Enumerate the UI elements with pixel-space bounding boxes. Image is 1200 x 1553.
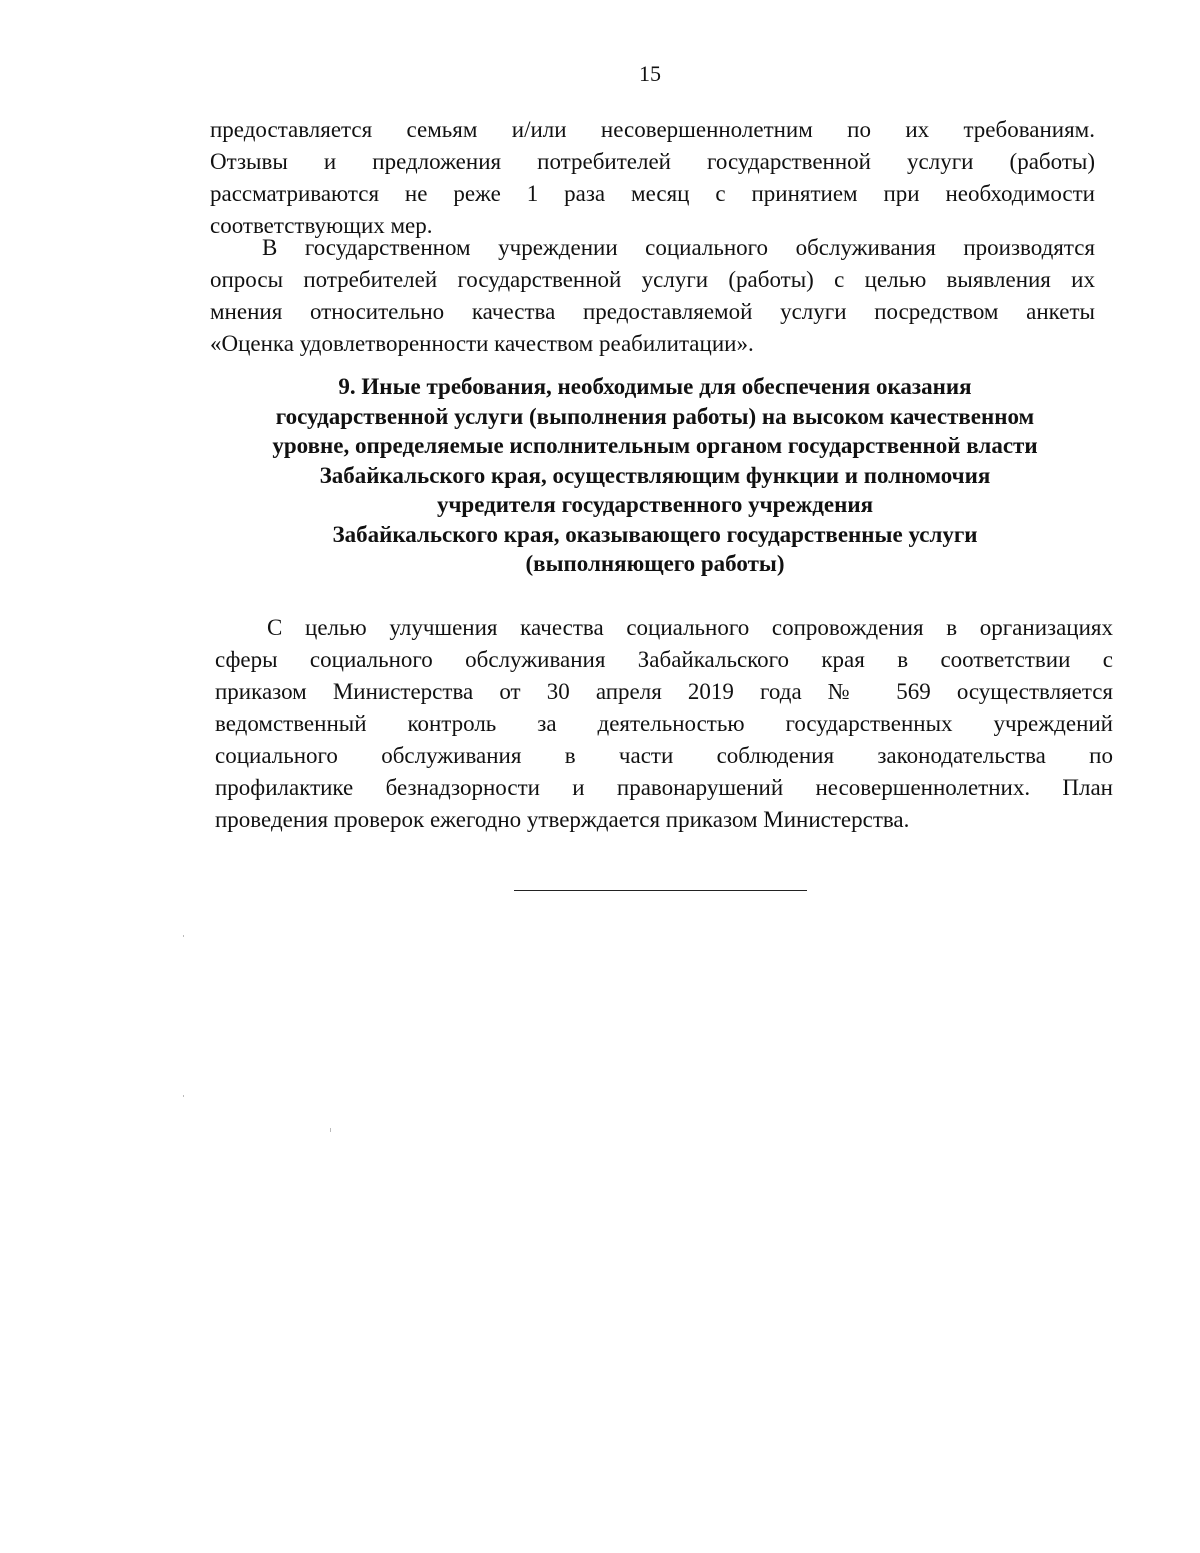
heading-line: государственной услуги (выполнения работы) на высоком качественном <box>275 403 1035 429</box>
heading-line: уровне, определяемые исполнительным органом государственной власти <box>272 433 1038 458</box>
scan-speck <box>183 1095 184 1097</box>
text-line: профилактике безнадзорности и правонарушений несовершеннолетних. План <box>215 775 1113 800</box>
text-line: соответствующих мер. <box>210 213 433 238</box>
heading-line: (выполняющего работы) <box>525 551 785 576</box>
section-heading <box>200 372 1110 579</box>
text-line: Отзывы и предложения потребителей государственной услуги (работы) <box>210 149 1095 174</box>
text-line: ведомственный контроль за деятельностью государственных учреждений <box>215 711 1113 736</box>
paragraph-departmental-control <box>215 612 1113 836</box>
text-line: мнения относительно качества предоставляемой услуги посредством анкеты <box>210 299 1095 324</box>
paragraph-feedback <box>210 114 1095 242</box>
paragraph-surveys <box>210 232 1095 360</box>
scan-speck <box>330 1128 331 1132</box>
heading-line: Забайкальского края, оказывающего государственные услуги <box>332 521 978 547</box>
text-line: «Оценка удовлетворенности качеством реабилитации». <box>210 331 754 356</box>
text-line: социального обслуживания в части соблюдения законодательства по <box>215 743 1113 768</box>
heading-line: учредителя государственного учреждения <box>436 492 874 517</box>
text-line: проведения проверок ежегодно утверждается приказом Министерства. <box>215 807 910 832</box>
heading-line: Забайкальского края, осуществляющим функции и полномочия <box>319 462 991 488</box>
text-line: опросы потребителей государственной услуги (работы) с целью выявления их <box>210 267 1095 292</box>
scan-speck <box>183 935 184 937</box>
page-number: 15 <box>639 61 661 86</box>
closing-divider <box>514 890 807 891</box>
text-line: рассматриваются не реже 1 раза месяц с принятием при необходимости <box>210 181 1095 206</box>
text-line: В государственном учреждении социального обслуживания производятся <box>262 235 1095 260</box>
heading-line: 9. Иные требования, необходимые для обеспечения оказания <box>338 374 972 399</box>
text-line: приказом Министерства от 30 апреля 2019 года № 569 осуществляется <box>215 679 1113 704</box>
text-line: С целью улучшения качества социального сопровождения в организациях <box>267 615 1113 640</box>
text-line: предоставляется семьям и/или несовершеннолетним по их требованиям. <box>210 117 1095 142</box>
text-line: сферы социального обслуживания Забайкальского края в соответствии с <box>215 647 1113 672</box>
